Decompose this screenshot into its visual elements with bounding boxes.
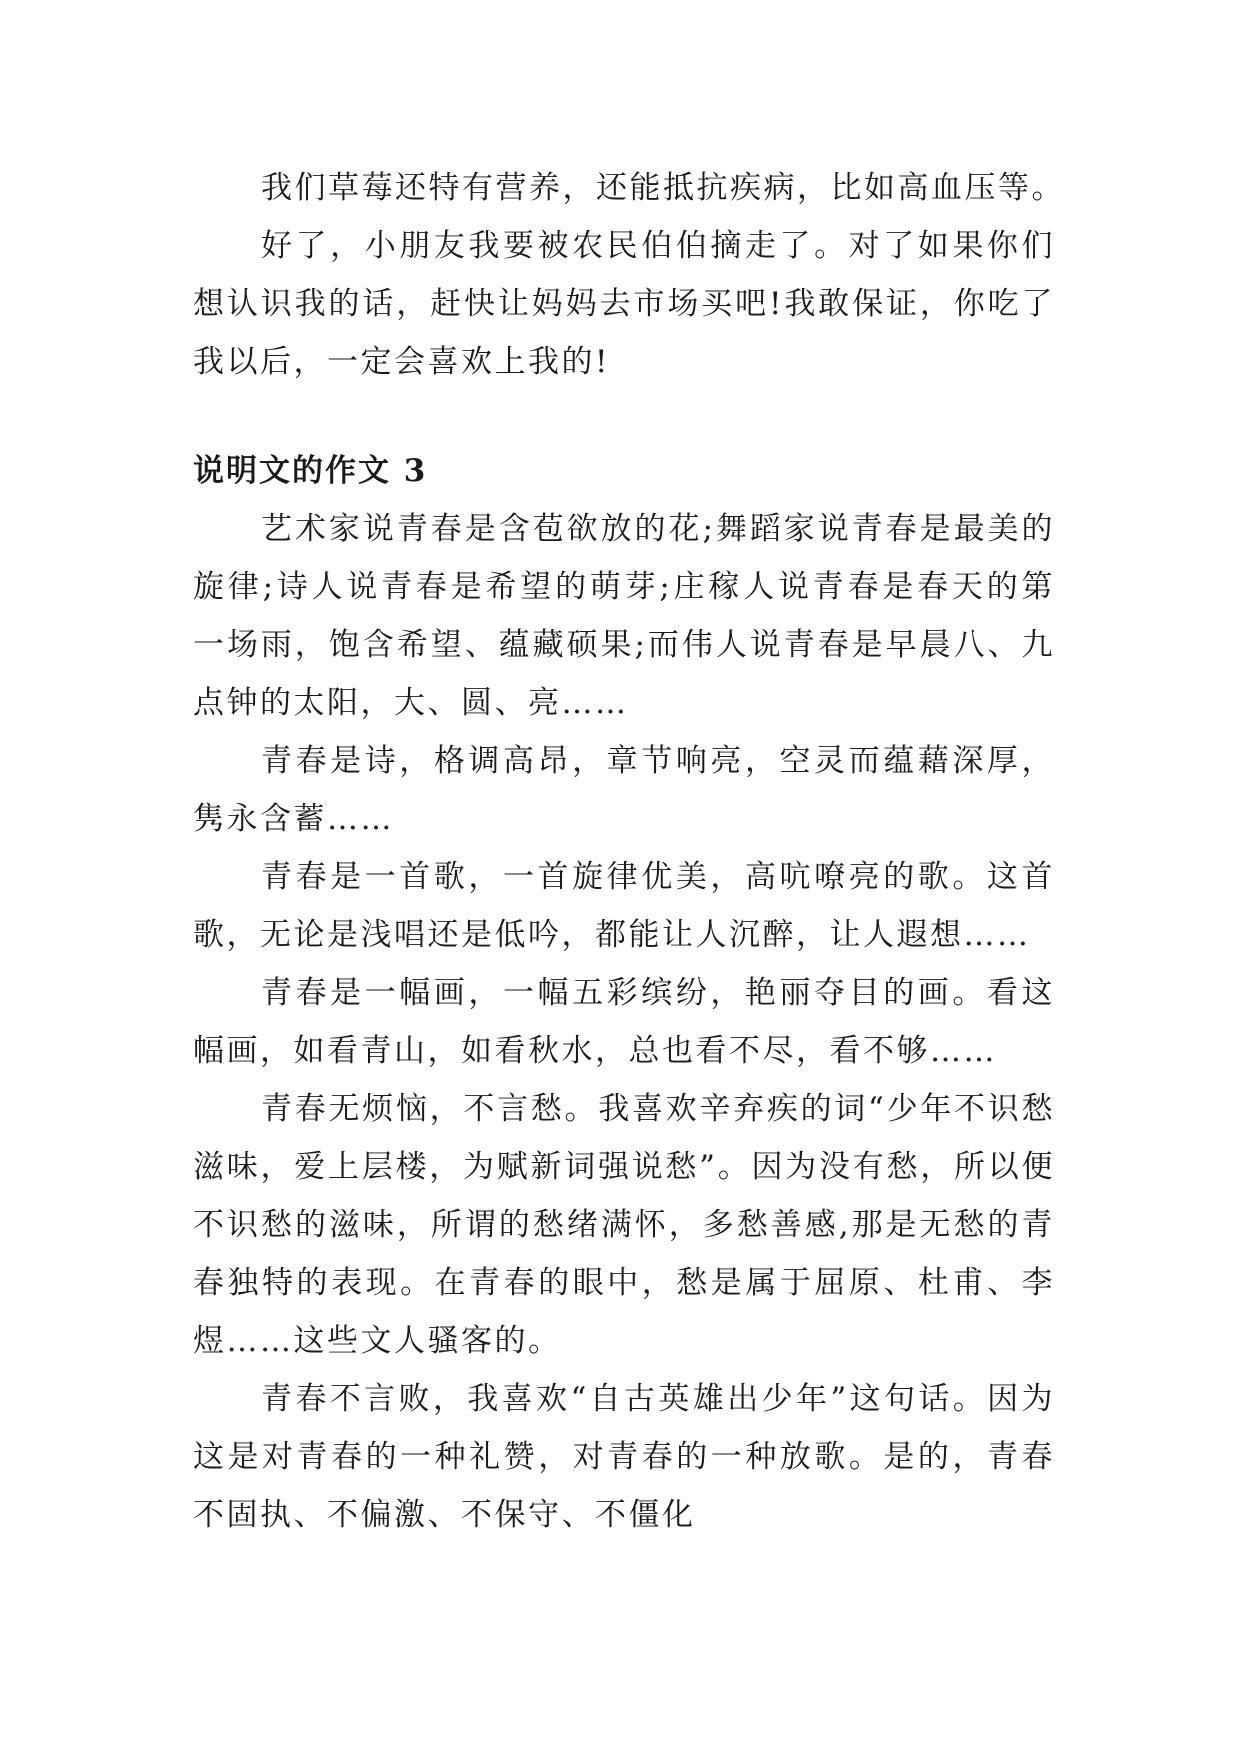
paragraph-youth-metaphors: 艺术家说青春是含苞欲放的花;舞蹈家说青春是最美的旋律;诗人说青春是希望的萌芽;庄稼人说青春是春天的第一场雨，饱含希望、蕴藏硕果;而伟人说青春是早晨八、九点钟的太阳，大、圆、亮……	[193, 511, 1055, 721]
paragraph-youth-never-defeated: 青春不言败，我喜欢“自古英雄出少年”这句话。因为这是对青春的一种礼赞，对青春的一种放歌。是的，青春不固执、不偏激、不保守、不僵化	[193, 1381, 1055, 1533]
intro-text-block	[193, 159, 1065, 391]
paragraph-strawberry-nutrition: 我们草莓还特有营养，还能抵抗疾病，比如高血压等。	[261, 170, 1065, 206]
paragraph-strawberry-farewell: 好了，小朋友我要被农民伯伯摘走了。对了如果你们想认识我的话，赶快让妈妈去市场买吧!我敢保证，你吃了我以后，一定会喜欢上我的!	[193, 228, 1055, 380]
paragraph-youth-poem: 青春是诗，格调高昂，章节响亮，空灵而蕴藉深厚，隽永含蓄……	[193, 743, 1055, 837]
section-title: 说明文的作文 3	[193, 453, 428, 489]
paragraph-youth-song: 青春是一首歌，一首旋律优美，高吭嘹亮的歌。这首歌，无论是浅唱还是低吟，都能让人沉醉，让人遐想……	[193, 859, 1055, 953]
paragraph-youth-no-worries: 青春无烦恼，不言愁。我喜欢辛弃疾的词“少年不识愁滋味，爱上层楼，为赋新词强说愁”。因为没有愁，所以便不识愁的滋味，所谓的愁绪满怀，多愁善感,那是无愁的青春独特的表现。在青春的眼中，愁是属于屈原、杜甫、李煜……这些文人骚客的。	[193, 1091, 1055, 1359]
paragraph-youth-painting: 青春是一幅画，一幅五彩缤纷，艳丽夺目的画。看这幅画，如看青山，如看秋水，总也看不尽，看不够……	[193, 975, 1055, 1069]
essay-section	[193, 442, 1055, 1544]
